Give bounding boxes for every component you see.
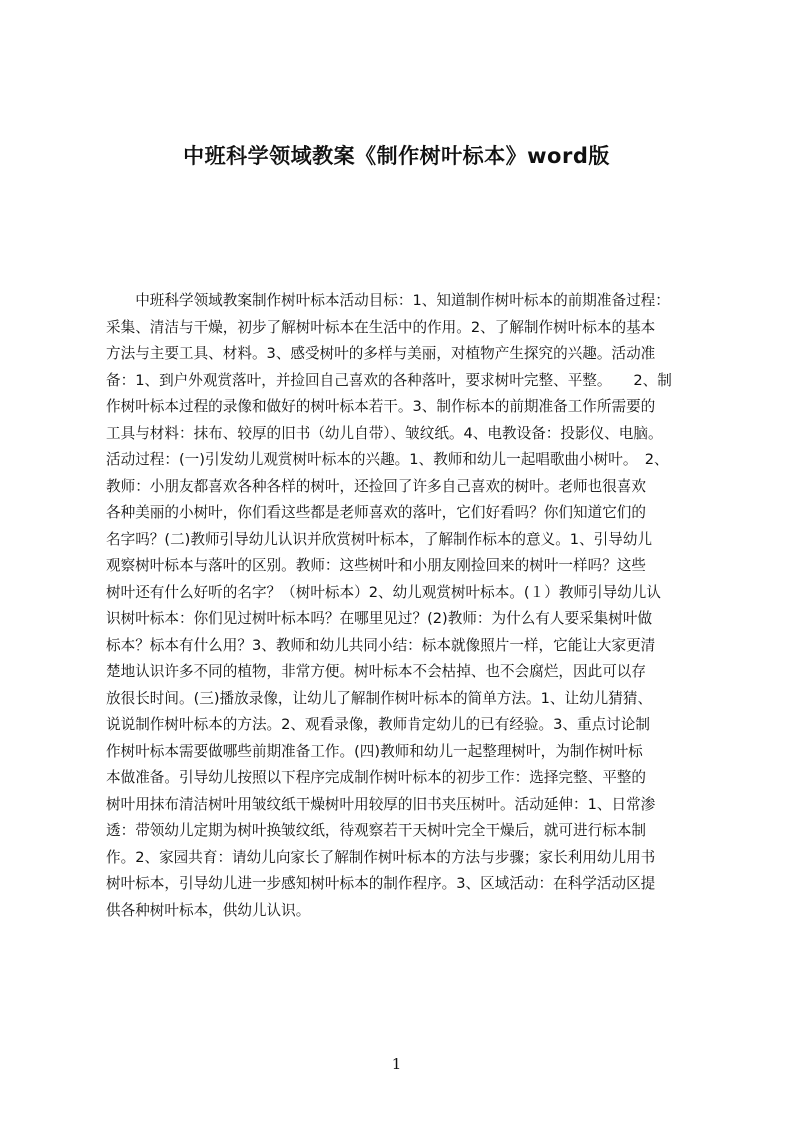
- body-line: 活动过程：(一)引发幼儿观赏树叶标本的兴趣。1、教师和幼儿一起唱歌曲小树叶。 2、: [106, 451, 669, 468]
- body-line: 观察树叶标本与落叶的区别。教师：这些树叶和小朋友刚捡回来的树叶一样吗？这些: [106, 557, 646, 574]
- body-line: 识树叶标本：你们见过树叶标本吗？在哪里见过？(2)教师：为什么有人要采集树叶做: [106, 610, 653, 627]
- body-line: 透：带领幼儿定期为树叶换皱纹纸，待观察若干天树叶完全干燥后，就可进行标本制: [106, 822, 646, 839]
- body-line: 树叶标本，引导幼儿进一步感知树叶标本的制作程序。3、区域活动：在科学活动区提: [106, 875, 656, 892]
- body-line: 备：1、到户外观赏落叶，并捡回自己喜欢的各种落叶，要求树叶完整、平整。 2、制: [106, 371, 672, 389]
- body-line: 名字吗？(二)教师引导幼儿认识并欣赏树叶标本，了解制作标本的意义。1、引导幼儿: [106, 530, 653, 548]
- body-line: 教师：小朋友都喜欢各种各样的树叶，还捡回了许多自己喜欢的树叶。老师也很喜欢: [106, 477, 646, 495]
- body-line: 作树叶标本过程的录像和做好的树叶标本若干。3、制作标本的前期准备工作所需要的: [106, 398, 656, 415]
- body-line: 楚地认识许多不同的植物，非常方便。树叶标本不会枯掉、也不会腐烂，因此可以存: [106, 663, 646, 680]
- body-line: 作。2、家园共育：请幼儿向家长了解制作树叶标本的方法与步骤；家长利用幼儿用书: [106, 848, 656, 866]
- document-body: [106, 288, 698, 924]
- document-title: 中班科学领域教案《制作树叶标本》word版: [183, 144, 610, 168]
- body-line: 中班科学领域教案制作树叶标本活动目标：1、知道制作树叶标本的前期准备过程：: [106, 292, 670, 309]
- body-line: 树叶还有什么好听的名字？（树叶标本）2、幼儿观赏树叶标本。(１）教师引导幼儿认: [106, 583, 661, 601]
- body-line: 方法与主要工具、材料。3、感受树叶的多样与美丽，对植物产生探究的兴趣。活动准: [106, 345, 656, 362]
- body-line: 放很长时间。(三)播放录像，让幼儿了解制作树叶标本的简单方法。1、让幼儿猜猜、: [106, 689, 653, 707]
- body-line: 工具与材料：抹布、较厚的旧书（幼儿自带）、皱纹纸。4、电教设备：投影仪、电脑。: [106, 424, 663, 442]
- body-line: 作树叶标本需要做哪些前期准备工作。(四)教师和幼儿一起整理树叶，为制作树叶标: [106, 742, 643, 760]
- body-line: 本做准备。引导幼儿按照以下程序完成制作树叶标本的初步工作：选择完整、平整的: [106, 769, 646, 786]
- body-line: 各种美丽的小树叶，你们看这些都是老师喜欢的落叶，它们好看吗？你们知道它们的: [106, 504, 646, 521]
- body-line: 树叶用抹布清洁树叶用皱纹纸干燥树叶用较厚的旧书夹压树叶。活动延伸：1、日常渗: [106, 795, 656, 813]
- body-line: 采集、清洁与干燥，初步了解树叶标本在生活中的作用。2、了解制作树叶标本的基本: [106, 318, 656, 336]
- page-number: 1: [391, 1055, 402, 1073]
- body-line: 说说制作树叶标本的方法。2、观看录像，教师肯定幼儿的已有经验。3、重点讨论制: [106, 716, 650, 733]
- body-line: 供各种树叶标本，供幼儿认识。: [106, 901, 311, 919]
- body-line: 标本？标本有什么用？3、教师和幼儿共同小结：标本就像照片一样，它能让大家更清: [106, 636, 656, 654]
